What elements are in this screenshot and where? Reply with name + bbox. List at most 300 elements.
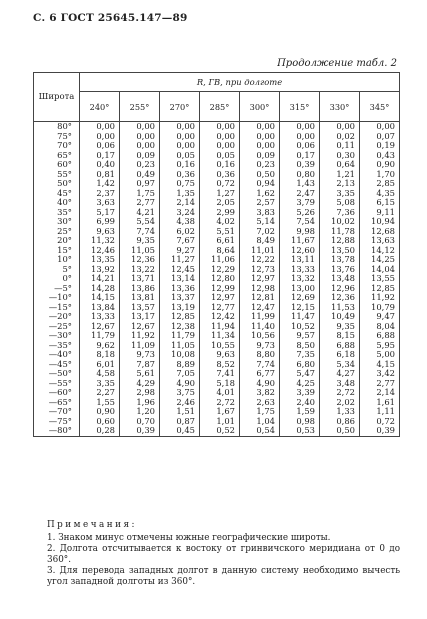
rigidity-value-cell: 12,45 xyxy=(160,265,200,275)
rigidity-value-cell: 3,63 xyxy=(80,198,120,208)
rigidity-value-cell: 12,60 xyxy=(280,246,320,256)
rigidity-value-cell: 0,90 xyxy=(80,407,120,417)
rigidity-value-cell: 1,75 xyxy=(240,407,280,417)
rigidity-value-cell: 0,23 xyxy=(120,160,160,170)
rigidity-value-cell: 2,77 xyxy=(120,198,160,208)
rigidity-value-cell: 8,52 xyxy=(200,360,240,370)
rigidity-value-cell: 13,71 xyxy=(120,274,160,284)
rigidity-value-cell: 1,35 xyxy=(160,189,200,199)
rigidity-value-cell: 11,05 xyxy=(120,246,160,256)
rigidity-value-cell: 2,99 xyxy=(200,208,240,218)
rigidity-value-cell: 0,05 xyxy=(160,151,200,161)
rigidity-value-cell: 12,69 xyxy=(280,293,320,303)
rigidity-value-cell: 1,51 xyxy=(160,407,200,417)
rigidity-value-cell: 2,46 xyxy=(160,398,200,408)
rigidity-value-cell: 0,19 xyxy=(360,141,400,151)
rigidity-value-cell: 0,75 xyxy=(160,179,200,189)
latitude-cell: 40° xyxy=(34,198,80,208)
rigidity-value-cell: 2,98 xyxy=(120,388,160,398)
rigidity-value-cell: 11,47 xyxy=(280,312,320,322)
note-item: 3. Для перевода западных долгот в данную систему необходимо вычесть угол западной долготы из 360°. xyxy=(47,566,400,587)
latitude-cell: —5° xyxy=(34,284,80,294)
rigidity-value-cell: 12,67 xyxy=(80,322,120,332)
latitude-cell: 45° xyxy=(34,189,80,199)
rigidity-value-cell: 13,81 xyxy=(120,293,160,303)
rigidity-value-cell: 11,53 xyxy=(320,303,360,313)
rigidity-value-cell: 11,78 xyxy=(320,227,360,237)
rigidity-value-cell: 0,72 xyxy=(360,417,400,427)
rigidity-value-cell: 5,08 xyxy=(320,198,360,208)
rigidity-value-cell: 9,73 xyxy=(240,341,280,351)
rigidity-value-cell: 0,60 xyxy=(80,417,120,427)
rigidity-value-cell: 11,06 xyxy=(200,255,240,265)
rigidity-value-cell: 13,33 xyxy=(80,312,120,322)
rigidity-value-cell: 12,96 xyxy=(320,284,360,294)
latitude-cell: 15° xyxy=(34,246,80,256)
rigidity-value-cell: 0,00 xyxy=(240,122,280,132)
rigidity-value-cell: 2,37 xyxy=(80,189,120,199)
rigidity-value-cell: 1,42 xyxy=(80,179,120,189)
rigidity-value-cell: 12,97 xyxy=(200,293,240,303)
rigidity-value-cell: 2,02 xyxy=(320,398,360,408)
rigidity-value-cell: 11,32 xyxy=(80,236,120,246)
rigidity-value-cell: 2,72 xyxy=(320,388,360,398)
rigidity-value-cell: 1,59 xyxy=(280,407,320,417)
rigidity-value-cell: 1,43 xyxy=(280,179,320,189)
rigidity-value-cell: 2,72 xyxy=(200,398,240,408)
rigidity-value-cell: 11,27 xyxy=(160,255,200,265)
rigidity-value-cell: 13,86 xyxy=(120,284,160,294)
rigidity-value-cell: 9,35 xyxy=(320,322,360,332)
rigidity-value-cell: 2,40 xyxy=(280,398,320,408)
rigidity-value-cell: 0,00 xyxy=(200,141,240,151)
rigidity-value-cell: 4,35 xyxy=(360,189,400,199)
rigidity-value-cell: 0,90 xyxy=(360,160,400,170)
rigidity-value-cell: 8,50 xyxy=(280,341,320,351)
rigidity-value-cell: 1,70 xyxy=(360,170,400,180)
rigidity-value-cell: 2,14 xyxy=(360,388,400,398)
rigidity-value-cell: 7,87 xyxy=(120,360,160,370)
latitude-cell: —25° xyxy=(34,322,80,332)
rigidity-value-cell: 1,01 xyxy=(200,417,240,427)
rigidity-value-cell: 12,38 xyxy=(160,322,200,332)
rigidity-value-cell: 0,00 xyxy=(120,132,160,142)
rigidity-value-cell: 2,85 xyxy=(360,179,400,189)
rigidity-value-cell: 0,06 xyxy=(80,141,120,151)
rigidity-value-cell: 0,16 xyxy=(160,160,200,170)
rigidity-value-cell: 11,05 xyxy=(160,341,200,351)
rigidity-value-cell: 12,22 xyxy=(240,255,280,265)
rigidity-value-cell: 2,47 xyxy=(280,189,320,199)
longitude-header-row xyxy=(34,92,400,122)
rigidity-value-cell: 1,67 xyxy=(200,407,240,417)
rigidity-value-cell: 13,55 xyxy=(360,274,400,284)
rigidity-value-cell: 0,02 xyxy=(320,132,360,142)
rigidity-value-cell: 9,73 xyxy=(120,350,160,360)
rigidity-value-cell: 13,19 xyxy=(160,303,200,313)
rigidity-value-cell: 13,63 xyxy=(360,236,400,246)
rigidity-value-cell: 7,67 xyxy=(160,236,200,246)
rigidity-value-cell: 3,75 xyxy=(160,388,200,398)
rigidity-value-cell: 0,39 xyxy=(120,426,160,436)
rigidity-value-cell: 10,08 xyxy=(160,350,200,360)
rigidity-value-cell: 13,57 xyxy=(120,303,160,313)
latitude-cell: —75° xyxy=(34,417,80,427)
rigidity-value-cell: 6,02 xyxy=(160,227,200,237)
rigidity-value-cell: 12,36 xyxy=(320,293,360,303)
longitude-header-cell: 240° xyxy=(80,92,120,122)
rigidity-value-cell: 5,17 xyxy=(80,208,120,218)
rigidity-value-cell: 5,18 xyxy=(200,379,240,389)
rigidity-value-cell: 0,23 xyxy=(240,160,280,170)
rigidity-value-cell: 13,92 xyxy=(80,265,120,275)
rigidity-value-cell: 8,49 xyxy=(240,236,280,246)
rigidity-value-cell: 0,00 xyxy=(360,122,400,132)
rigidity-value-cell: 4,25 xyxy=(280,379,320,389)
rigidity-value-cell: 13,11 xyxy=(280,255,320,265)
rigidity-value-cell: 13,14 xyxy=(160,274,200,284)
rigidity-value-cell: 0,72 xyxy=(200,179,240,189)
rigidity-value-cell: 0,11 xyxy=(320,141,360,151)
rigidity-value-cell: 0,00 xyxy=(280,122,320,132)
latitude-cell: —15° xyxy=(34,303,80,313)
rigidity-value-cell: 14,04 xyxy=(360,265,400,275)
page-header: С. 6 ГОСТ 25645.147—89 xyxy=(33,12,188,24)
rigidity-value-cell: 0,00 xyxy=(80,122,120,132)
rigidity-value-cell: 0,06 xyxy=(280,141,320,151)
rigidity-value-cell: 9,35 xyxy=(120,236,160,246)
rigidity-value-cell: 14,25 xyxy=(360,255,400,265)
rigidity-value-cell: 11,79 xyxy=(80,331,120,341)
rigidity-value-cell: 4,90 xyxy=(160,379,200,389)
rigidity-value-cell: 11,92 xyxy=(360,293,400,303)
latitude-cell: 70° xyxy=(34,141,80,151)
rigidity-value-cell: 0,00 xyxy=(80,132,120,142)
rigidity-value-cell: 10,55 xyxy=(200,341,240,351)
rigidity-value-cell: 4,29 xyxy=(120,379,160,389)
rigidity-value-cell: 13,76 xyxy=(320,265,360,275)
rigidity-value-cell: 5,95 xyxy=(360,341,400,351)
latitude-cell: —10° xyxy=(34,293,80,303)
rigidity-value-cell: 4,27 xyxy=(320,369,360,379)
rigidity-value-cell: 9,27 xyxy=(160,246,200,256)
rigidity-value-cell: 8,18 xyxy=(80,350,120,360)
latitude-cell: 5° xyxy=(34,265,80,275)
rigidity-value-cell: 7,74 xyxy=(120,227,160,237)
latitude-cell: 30° xyxy=(34,217,80,227)
latitude-cell: 55° xyxy=(34,170,80,180)
rigidity-value-cell: 5,54 xyxy=(120,217,160,227)
rigidity-value-cell: 0,39 xyxy=(360,426,400,436)
note-item: 1. Знаком минус отмечены южные географические широты. xyxy=(47,533,331,543)
rigidity-value-cell: 0,17 xyxy=(280,151,320,161)
latitude-cell: —55° xyxy=(34,379,80,389)
rigidity-value-cell: 9,11 xyxy=(360,208,400,218)
rigidity-value-cell: 7,05 xyxy=(160,369,200,379)
rigidity-value-cell: 14,28 xyxy=(80,284,120,294)
rigidity-value-cell: 0,97 xyxy=(120,179,160,189)
rigidity-value-cell: 0,00 xyxy=(120,122,160,132)
rigidity-value-cell: 11,40 xyxy=(240,322,280,332)
rigidity-value-cell: 0,39 xyxy=(280,160,320,170)
latitude-cell: —60° xyxy=(34,388,80,398)
rigidity-value-cell: 6,61 xyxy=(200,236,240,246)
note-item: 2. Долгота отсчитывается к востоку от гринвичского меридиана от 0 до 360°. xyxy=(47,544,400,565)
rigidity-value-cell: 13,32 xyxy=(280,274,320,284)
rigidity-value-cell: 5,61 xyxy=(120,369,160,379)
latitude-cell: —35° xyxy=(34,341,80,351)
rigidity-value-cell: 1,04 xyxy=(240,417,280,427)
rigidity-value-cell: 3,79 xyxy=(280,198,320,208)
latitude-cell: —50° xyxy=(34,369,80,379)
rigidity-value-cell: 0,09 xyxy=(120,151,160,161)
table-header-row xyxy=(34,73,400,92)
rigidity-value-cell: 10,79 xyxy=(360,303,400,313)
rigidity-value-cell: 10,02 xyxy=(320,217,360,227)
rigidity-value-cell: 2,05 xyxy=(200,198,240,208)
rigidity-value-cell: 6,18 xyxy=(320,350,360,360)
rigidity-group-header: R, ГВ, при долготе xyxy=(80,73,400,92)
latitude-cell: —80° xyxy=(34,426,80,436)
rigidity-value-cell: 12,99 xyxy=(200,284,240,294)
longitude-header-cell: 345° xyxy=(360,92,400,122)
latitude-cell: —30° xyxy=(34,331,80,341)
rigidity-value-cell: 2,14 xyxy=(160,198,200,208)
rigidity-value-cell: 2,27 xyxy=(80,388,120,398)
rigidity-value-cell: 3,35 xyxy=(320,189,360,199)
rigidity-value-cell: 13,78 xyxy=(320,255,360,265)
rigidity-value-cell: 0,00 xyxy=(120,141,160,151)
rigidity-value-cell: 3,82 xyxy=(240,388,280,398)
rigidity-value-cell: 5,00 xyxy=(360,350,400,360)
rigidity-value-cell: 0,00 xyxy=(160,122,200,132)
longitude-header-cell: 255° xyxy=(120,92,160,122)
rigidity-value-cell: 5,26 xyxy=(280,208,320,218)
rigidity-value-cell: 14,15 xyxy=(80,293,120,303)
rigidity-value-cell: 3,24 xyxy=(160,208,200,218)
rigidity-value-cell: 1,20 xyxy=(120,407,160,417)
rigidity-value-cell: 0,80 xyxy=(280,170,320,180)
rigidity-value-cell: 6,88 xyxy=(320,341,360,351)
rigidity-value-cell: 12,77 xyxy=(200,303,240,313)
rigidity-value-cell: 4,21 xyxy=(120,208,160,218)
latitude-cell: 25° xyxy=(34,227,80,237)
rigidity-value-cell: 3,35 xyxy=(80,379,120,389)
table-continuation-label: Продолжение табл. 2 xyxy=(277,58,397,69)
rigidity-value-cell: 12,81 xyxy=(240,293,280,303)
rigidity-value-cell: 0,98 xyxy=(280,417,320,427)
rigidity-value-cell: 2,63 xyxy=(240,398,280,408)
rigidity-value-cell: 0,43 xyxy=(360,151,400,161)
rigidity-value-cell: 13,00 xyxy=(280,284,320,294)
rigidity-value-cell: 10,49 xyxy=(320,312,360,322)
rigidity-value-cell: 7,36 xyxy=(320,208,360,218)
table-row xyxy=(34,122,400,132)
rigidity-value-cell: 3,48 xyxy=(320,379,360,389)
rigidity-value-cell: 0,52 xyxy=(200,426,240,436)
rigidity-value-cell: 0,54 xyxy=(240,426,280,436)
latitude-cell: —65° xyxy=(34,398,80,408)
rigidity-value-cell: 0,86 xyxy=(320,417,360,427)
rigidity-value-cell: 3,42 xyxy=(360,369,400,379)
rigidity-value-cell: 0,36 xyxy=(200,170,240,180)
rigidity-value-cell: 9,63 xyxy=(200,350,240,360)
rigidity-value-cell: 0,49 xyxy=(120,170,160,180)
rigidity-value-cell: 0,50 xyxy=(240,170,280,180)
rigidity-value-cell: 0,00 xyxy=(200,122,240,132)
longitude-header-cell: 330° xyxy=(320,92,360,122)
rigidity-value-cell: 9,62 xyxy=(80,341,120,351)
rigidity-value-cell: 6,01 xyxy=(80,360,120,370)
rigidity-value-cell: 12,98 xyxy=(240,284,280,294)
rigidity-value-cell: 12,73 xyxy=(240,265,280,275)
rigidity-value-cell: 12,85 xyxy=(160,312,200,322)
table-row xyxy=(34,426,400,436)
rigidity-value-cell: 11,99 xyxy=(240,312,280,322)
rigidity-value-cell: 11,79 xyxy=(160,331,200,341)
rigidity-value-cell: 5,34 xyxy=(320,360,360,370)
latitude-cell: 60° xyxy=(34,160,80,170)
rigidity-value-cell: 0,00 xyxy=(160,132,200,142)
rigidity-value-cell: 0,64 xyxy=(320,160,360,170)
rigidity-value-cell: 5,14 xyxy=(240,217,280,227)
rigidity-value-cell: 12,46 xyxy=(80,246,120,256)
rigidity-value-cell: 4,90 xyxy=(240,379,280,389)
rigidity-value-cell: 14,21 xyxy=(80,274,120,284)
rigidity-value-cell: 1,11 xyxy=(360,407,400,417)
rigidity-value-cell: 1,62 xyxy=(240,189,280,199)
rigidity-value-cell: 6,88 xyxy=(360,331,400,341)
rigidity-value-cell: 13,22 xyxy=(120,265,160,275)
rigidity-value-cell: 13,37 xyxy=(160,293,200,303)
rigidity-value-cell: 0,81 xyxy=(80,170,120,180)
rigidity-value-cell: 4,58 xyxy=(80,369,120,379)
rigidity-value-cell: 1,33 xyxy=(320,407,360,417)
latitude-cell: 80° xyxy=(34,122,80,132)
rigidity-value-cell: 1,27 xyxy=(200,189,240,199)
longitude-header-cell: 270° xyxy=(160,92,200,122)
latitude-cell: 75° xyxy=(34,132,80,142)
rigidity-value-cell: 8,64 xyxy=(200,246,240,256)
rigidity-value-cell: 7,54 xyxy=(280,217,320,227)
latitude-column-header: Широта xyxy=(34,73,80,122)
rigidity-value-cell: 11,01 xyxy=(240,246,280,256)
rigidity-value-cell: 8,15 xyxy=(320,331,360,341)
rigidity-value-cell: 2,77 xyxy=(360,379,400,389)
rigidity-value-cell: 0,87 xyxy=(160,417,200,427)
rigidity-value-cell: 11,92 xyxy=(120,331,160,341)
rigidity-value-cell: 8,04 xyxy=(360,322,400,332)
rigidity-value-cell: 12,42 xyxy=(200,312,240,322)
rigidity-value-cell: 7,02 xyxy=(240,227,280,237)
rigidity-value-cell: 11,34 xyxy=(200,331,240,341)
rigidity-value-cell: 0,50 xyxy=(320,426,360,436)
rigidity-value-cell: 0,00 xyxy=(320,122,360,132)
rigidity-value-cell: 14,12 xyxy=(360,246,400,256)
latitude-cell: —40° xyxy=(34,350,80,360)
rigidity-value-cell: 0,05 xyxy=(200,151,240,161)
latitude-cell: —20° xyxy=(34,312,80,322)
latitude-cell: 0° xyxy=(34,274,80,284)
latitude-cell: —70° xyxy=(34,407,80,417)
rigidity-value-cell: 13,50 xyxy=(320,246,360,256)
rigidity-value-cell: 0,00 xyxy=(160,141,200,151)
rigidity-value-cell: 0,17 xyxy=(80,151,120,161)
rigidity-value-cell: 11,67 xyxy=(280,236,320,246)
rigidity-value-cell: 1,21 xyxy=(320,170,360,180)
rigidity-value-cell: 10,56 xyxy=(240,331,280,341)
latitude-cell: 50° xyxy=(34,179,80,189)
rigidity-value-cell: 0,09 xyxy=(240,151,280,161)
longitude-header-cell: 315° xyxy=(280,92,320,122)
rigidity-value-cell: 5,51 xyxy=(200,227,240,237)
rigidity-value-cell: 0,40 xyxy=(80,160,120,170)
longitude-header-cell: 300° xyxy=(240,92,280,122)
rigidity-value-cell: 1,75 xyxy=(120,189,160,199)
rigidity-value-cell: 6,80 xyxy=(280,360,320,370)
rigidity-value-cell: 0,70 xyxy=(120,417,160,427)
rigidity-value-cell: 13,84 xyxy=(80,303,120,313)
notes-title: Примечания: xyxy=(47,520,138,530)
rigidity-value-cell: 8,80 xyxy=(240,350,280,360)
rigidity-value-cell: 12,47 xyxy=(240,303,280,313)
rigidity-value-cell: 1,61 xyxy=(360,398,400,408)
rigidity-value-cell: 6,99 xyxy=(80,217,120,227)
rigidity-value-cell: 0,00 xyxy=(200,132,240,142)
rigidity-value-cell: 12,85 xyxy=(360,284,400,294)
rigidity-value-cell: 4,02 xyxy=(200,217,240,227)
longitude-header-cell: 285° xyxy=(200,92,240,122)
rigidity-value-cell: 6,77 xyxy=(240,369,280,379)
latitude-cell: —45° xyxy=(34,360,80,370)
rigidity-value-cell: 11,94 xyxy=(200,322,240,332)
rigidity-value-cell: 9,63 xyxy=(80,227,120,237)
rigidity-value-cell: 13,33 xyxy=(280,265,320,275)
rigidity-value-cell: 8,89 xyxy=(160,360,200,370)
notes-section xyxy=(33,520,400,588)
rigidity-value-cell: 4,38 xyxy=(160,217,200,227)
cutoff-rigidity-table xyxy=(33,72,400,437)
rigidity-value-cell: 2,57 xyxy=(240,198,280,208)
rigidity-value-cell: 0,36 xyxy=(160,170,200,180)
rigidity-value-cell: 13,35 xyxy=(80,255,120,265)
latitude-cell: 65° xyxy=(34,151,80,161)
rigidity-value-cell: 10,52 xyxy=(280,322,320,332)
rigidity-value-cell: 6,15 xyxy=(360,198,400,208)
rigidity-value-cell: 7,35 xyxy=(280,350,320,360)
latitude-cell: 10° xyxy=(34,255,80,265)
rigidity-value-cell: 0,16 xyxy=(200,160,240,170)
rigidity-value-cell: 0,94 xyxy=(240,179,280,189)
rigidity-value-cell: 1,96 xyxy=(120,398,160,408)
rigidity-value-cell: 13,48 xyxy=(320,274,360,284)
rigidity-value-cell: 12,68 xyxy=(360,227,400,237)
rigidity-value-cell: 4,15 xyxy=(360,360,400,370)
rigidity-value-cell: 0,00 xyxy=(240,141,280,151)
rigidity-value-cell: 12,36 xyxy=(120,255,160,265)
rigidity-value-cell: 3,83 xyxy=(240,208,280,218)
latitude-cell: 20° xyxy=(34,236,80,246)
rigidity-value-cell: 4,01 xyxy=(200,388,240,398)
rigidity-value-cell: 1,55 xyxy=(80,398,120,408)
rigidity-value-cell: 12,97 xyxy=(240,274,280,284)
rigidity-value-cell: 12,80 xyxy=(200,274,240,284)
rigidity-value-cell: 13,36 xyxy=(160,284,200,294)
rigidity-value-cell: 12,88 xyxy=(320,236,360,246)
rigidity-value-cell: 0,07 xyxy=(360,132,400,142)
rigidity-value-cell: 9,57 xyxy=(280,331,320,341)
rigidity-value-cell: 12,15 xyxy=(280,303,320,313)
